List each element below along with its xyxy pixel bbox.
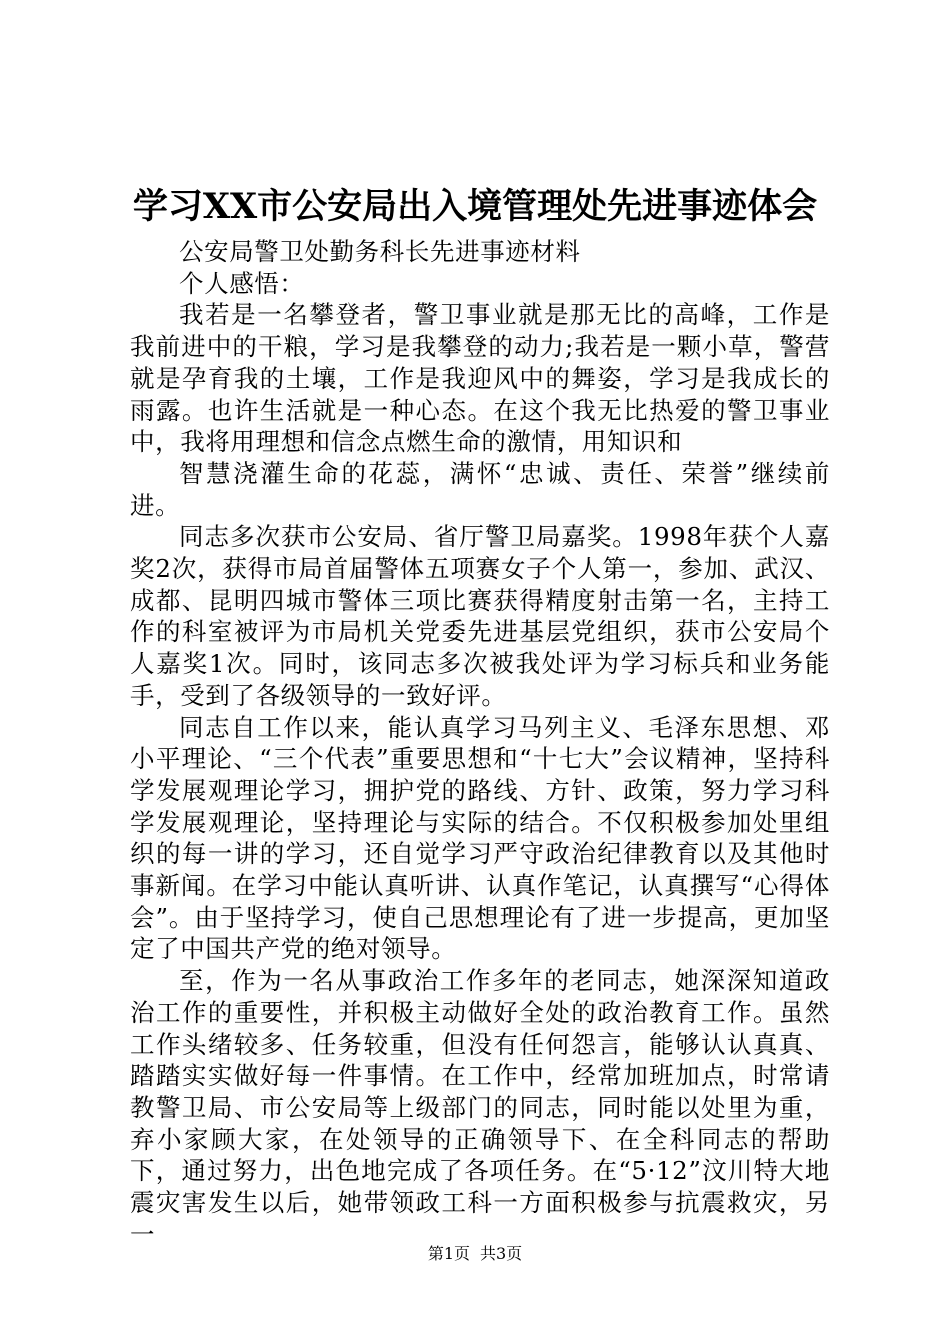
document-body	[130, 236, 830, 1251]
section-heading: 个人感悟：	[179, 268, 305, 298]
subtitle-paragraph: 公安局警卫处勤务科长先进事迹材料	[179, 237, 581, 266]
document-title: 学习XX市公安局出入境管理处先进事迹体会	[132, 186, 818, 227]
page-total: 共3页	[480, 1244, 523, 1263]
page-footer	[0, 1242, 950, 1266]
page-number: 第1页	[427, 1244, 470, 1263]
body-paragraph: 至，作为一名从事政治工作多年的老同志，她深深知道政治工作的重要性，并积极主动做好全处的政治教育工作。虽然工作头绪较多、任务较重，但没有任何怨言，能够认认真真、踏踏实实做好每一件事情。在工作中，经常加班加点，时常请教警卫局、市公安局等上级部门的同志，同时能以处里为重，弃小家顾大家，在处领导的正确领导下、在全科同志的帮助下，通过努力，出色地完成了各项任务。在“5·12”汶川特大地震灾害发生以后，她带领政工科一方面积极参与抗震救灾，另一	[130, 966, 830, 1249]
body-paragraph: 智慧浇灌生命的花蕊，满怀“忠诚、责任、荣誉”继续前进。	[130, 458, 830, 520]
body-paragraph: 我若是一名攀登者，警卫事业就是那无比的高峰，工作是我前进中的干粮，学习是我攀登的动力;我若是一颗小草，警营就是孕育我的土壤，工作是我迎风中的舞姿，学习是我成长的雨露。也许生活就是一种心态。在这个我无比热爱的警卫事业中，我将用理想和信念点燃生命的激情，用知识和	[130, 300, 830, 457]
body-paragraph: 同志自工作以来，能认真学习马列主义、毛泽东思想、邓小平理论、“三个代表”重要思想和“十七大”会议精神，坚持科学发展观理论学习，拥护党的路线、方针、政策，努力学习科学发展观理论，坚持理论与实际的结合。不仅积极参加处里组织的每一讲的学习，还自觉学习严守政治纪律教育以及其他时事新闻。在学习中能认真听讲、认真作笔记，认真撰写“心得体会”。由于坚持学习，使自己思想理论有了进一步提高，更加坚定了中国共产党的绝对领导。	[130, 712, 830, 964]
body-paragraph: 同志多次获市公安局、省厅警卫局嘉奖。1998年获个人嘉奖2次，获得市局首届警体五项赛女子个人第一，参加、武汉、成都、昆明四城市警体三项比赛获得精度射击第一名，主持工作的科室被评为市局机关党委先进基层党组织，获市公安局个人嘉奖1次。同时，该同志多次被我处评为学习标兵和业务能手，受到了各级领导的一致好评。	[130, 522, 830, 710]
